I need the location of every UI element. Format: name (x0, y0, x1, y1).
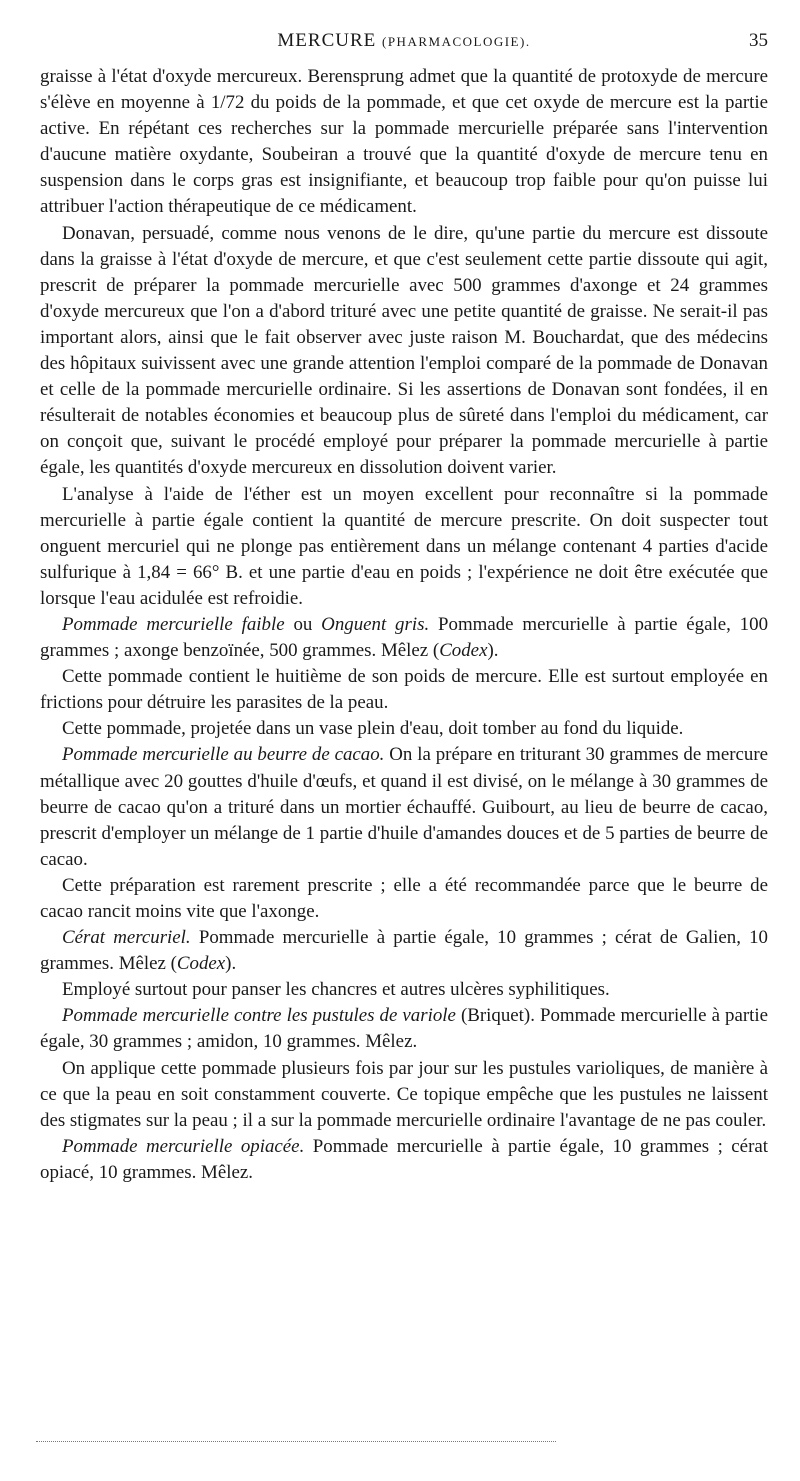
recipe-title: Pommade mercurielle opiacée. (62, 1135, 305, 1157)
recipe-text: (Briquet). Pommade mercurielle à partie égale, 30 grammes ; amidon, 10 grammes. Mêlez. (40, 1005, 768, 1053)
recipe-end: ). (225, 953, 237, 975)
paragraph-3: L'analyse à l'aide de l'éther est un moyen excellent pour reconnaître si la pommade mercurielle à partie égale contient la quantité de mercure prescrite. On doit suspecter tout onguent mercuriel qui ne plonge pas entièrement dans un mélange contenant 4 parties d'acide sulfurique à 1,84 = 66° B. et une partie d'eau en poids ; l'expérience ne doit être exécutée que lorsque l'eau acidulée est refroidie. (40, 483, 768, 609)
paragraph-5: Cette pommade contient le huitième de son poids de mercure. Elle est surtout employée en frictions pour détruire les parasites de la peau. (40, 666, 768, 714)
recipe-end: ). (487, 640, 499, 662)
page-body (40, 64, 768, 1186)
recipe-text: Pommade mercurielle à partie égale, 10 grammes ; cérat opiacé, 10 grammes. Mêlez. (40, 1135, 768, 1183)
paragraph-9 (40, 925, 768, 977)
recipe-title: Cérat mercuriel. (62, 927, 191, 949)
codex-reference: Codex (439, 640, 488, 662)
paragraph-13 (40, 1134, 768, 1186)
paragraph-4 (40, 612, 768, 664)
recipe-text: Pommade mercurielle à partie égale, 100 grammes ; axonge benzoïnée, 500 grammes. Mêlez ( (40, 613, 769, 662)
paragraph-6: Cette pommade, projetée dans un vase plein d'eau, doit tomber au fond du liquide. (62, 718, 684, 740)
recipe-text: On la prépare en triturant 30 grammes de mercure métallique avec 20 gouttes d'huile d'œufs, et quand il est divisé, on le mélange à 30 grammes de beurre de cacao qu'on a trituré dans un mortier échauffé. Guibourt, au lieu de beurre de cacao, prescrit d'employer un mélange de 1 partie d'huile d'amandes douces et de 5 parties de beurre de cacao. (40, 744, 768, 870)
paragraph-1: graisse à l'état d'oxyde mercureux. Berensprung admet que la quantité de protoxyde de mercure s'élève en moyenne à 1/72 du poids de la pommade, et que cet oxyde de mercure est la partie active. En répétant ces recherches sur la pommade mercurielle préparée sans l'intervention d'aucune matière oxydante, Soubeiran a trouvé que la quantité d'oxyde de mercure tenu en suspension dans le corps gras est insignifiante, et beaucoup trop faible pour qu'on puisse lui attribuer l'action thérapeutique de ce médicament. (40, 66, 768, 218)
recipe-title: Pommade mercurielle faible (62, 613, 285, 635)
page-header (40, 30, 768, 60)
codex-reference: Codex (176, 953, 226, 975)
running-subtitle: (PHARMACOLOGIE). (382, 34, 531, 49)
recipe-title: Pommade mercurielle contre les pustules de variole (62, 1005, 456, 1027)
running-head (40, 30, 768, 52)
paragraph-11 (40, 1003, 768, 1055)
paragraph-8: Cette préparation est rarement prescrite ; elle a été recommandée parce que le beurre de cacao rancit moins vite que l'axonge. (40, 874, 768, 922)
recipe-conjunction: ou (284, 613, 322, 635)
recipe-text: Pommade mercurielle à partie égale, 10 grammes ; cérat de Galien, 10 grammes. Mêlez ( (40, 927, 768, 975)
running-title: MERCURE (277, 30, 377, 51)
recipe-title: Pommade mercurielle au beurre de cacao. (62, 744, 385, 766)
recipe-alt-title: Onguent gris. (321, 613, 430, 635)
footer-dotted-rule (36, 1441, 556, 1442)
paragraph-7 (40, 742, 768, 872)
paragraph-10: Employé surtout pour panser les chancres et autres ulcères syphilitiques. (62, 979, 610, 1001)
paragraph-2: Donavan, persuadé, comme nous venons de le dire, qu'une partie du mercure est dissoute dans la graisse à l'état d'oxyde de mercure, et que c'est seulement cette partie dissoute qui agit, prescrit de préparer la pommade mercurielle avec 500 grammes d'axonge et 24 grammes d'oxyde mercureux que l'on a d'abord trituré avec une petite quantité de graisse. Ne serait-il pas important alors, ainsi que le fait observer avec juste raison M. Bouchardat, que des médecins des hôpitaux suivissent avec une grande attention l'emploi comparé de la pommade de Donavan et celle de la pommade mercurielle ordinaire. Si les assertions de Donavan sont fondées, il en résulterait de notables économies et beaucoup plus de sûreté dans l'emploi du médicament, car on conçoit que, suivant le procédé employé pour préparer la pommade mercurielle à partie égale, les quantités d'oxyde mercureux en dissolution doivent varier. (40, 222, 768, 479)
paragraph-12: On applique cette pommade plusieurs fois par jour sur les pustules varioliques, de manière à ce que la peau en soit constamment couverte. Ce topique empêche que les pustules ne laissent des stigmates sur la peau ; il a sur la pommade mercurielle ordinaire l'avantage de ne pas couler. (40, 1057, 768, 1131)
page-number: 35 (749, 30, 768, 51)
